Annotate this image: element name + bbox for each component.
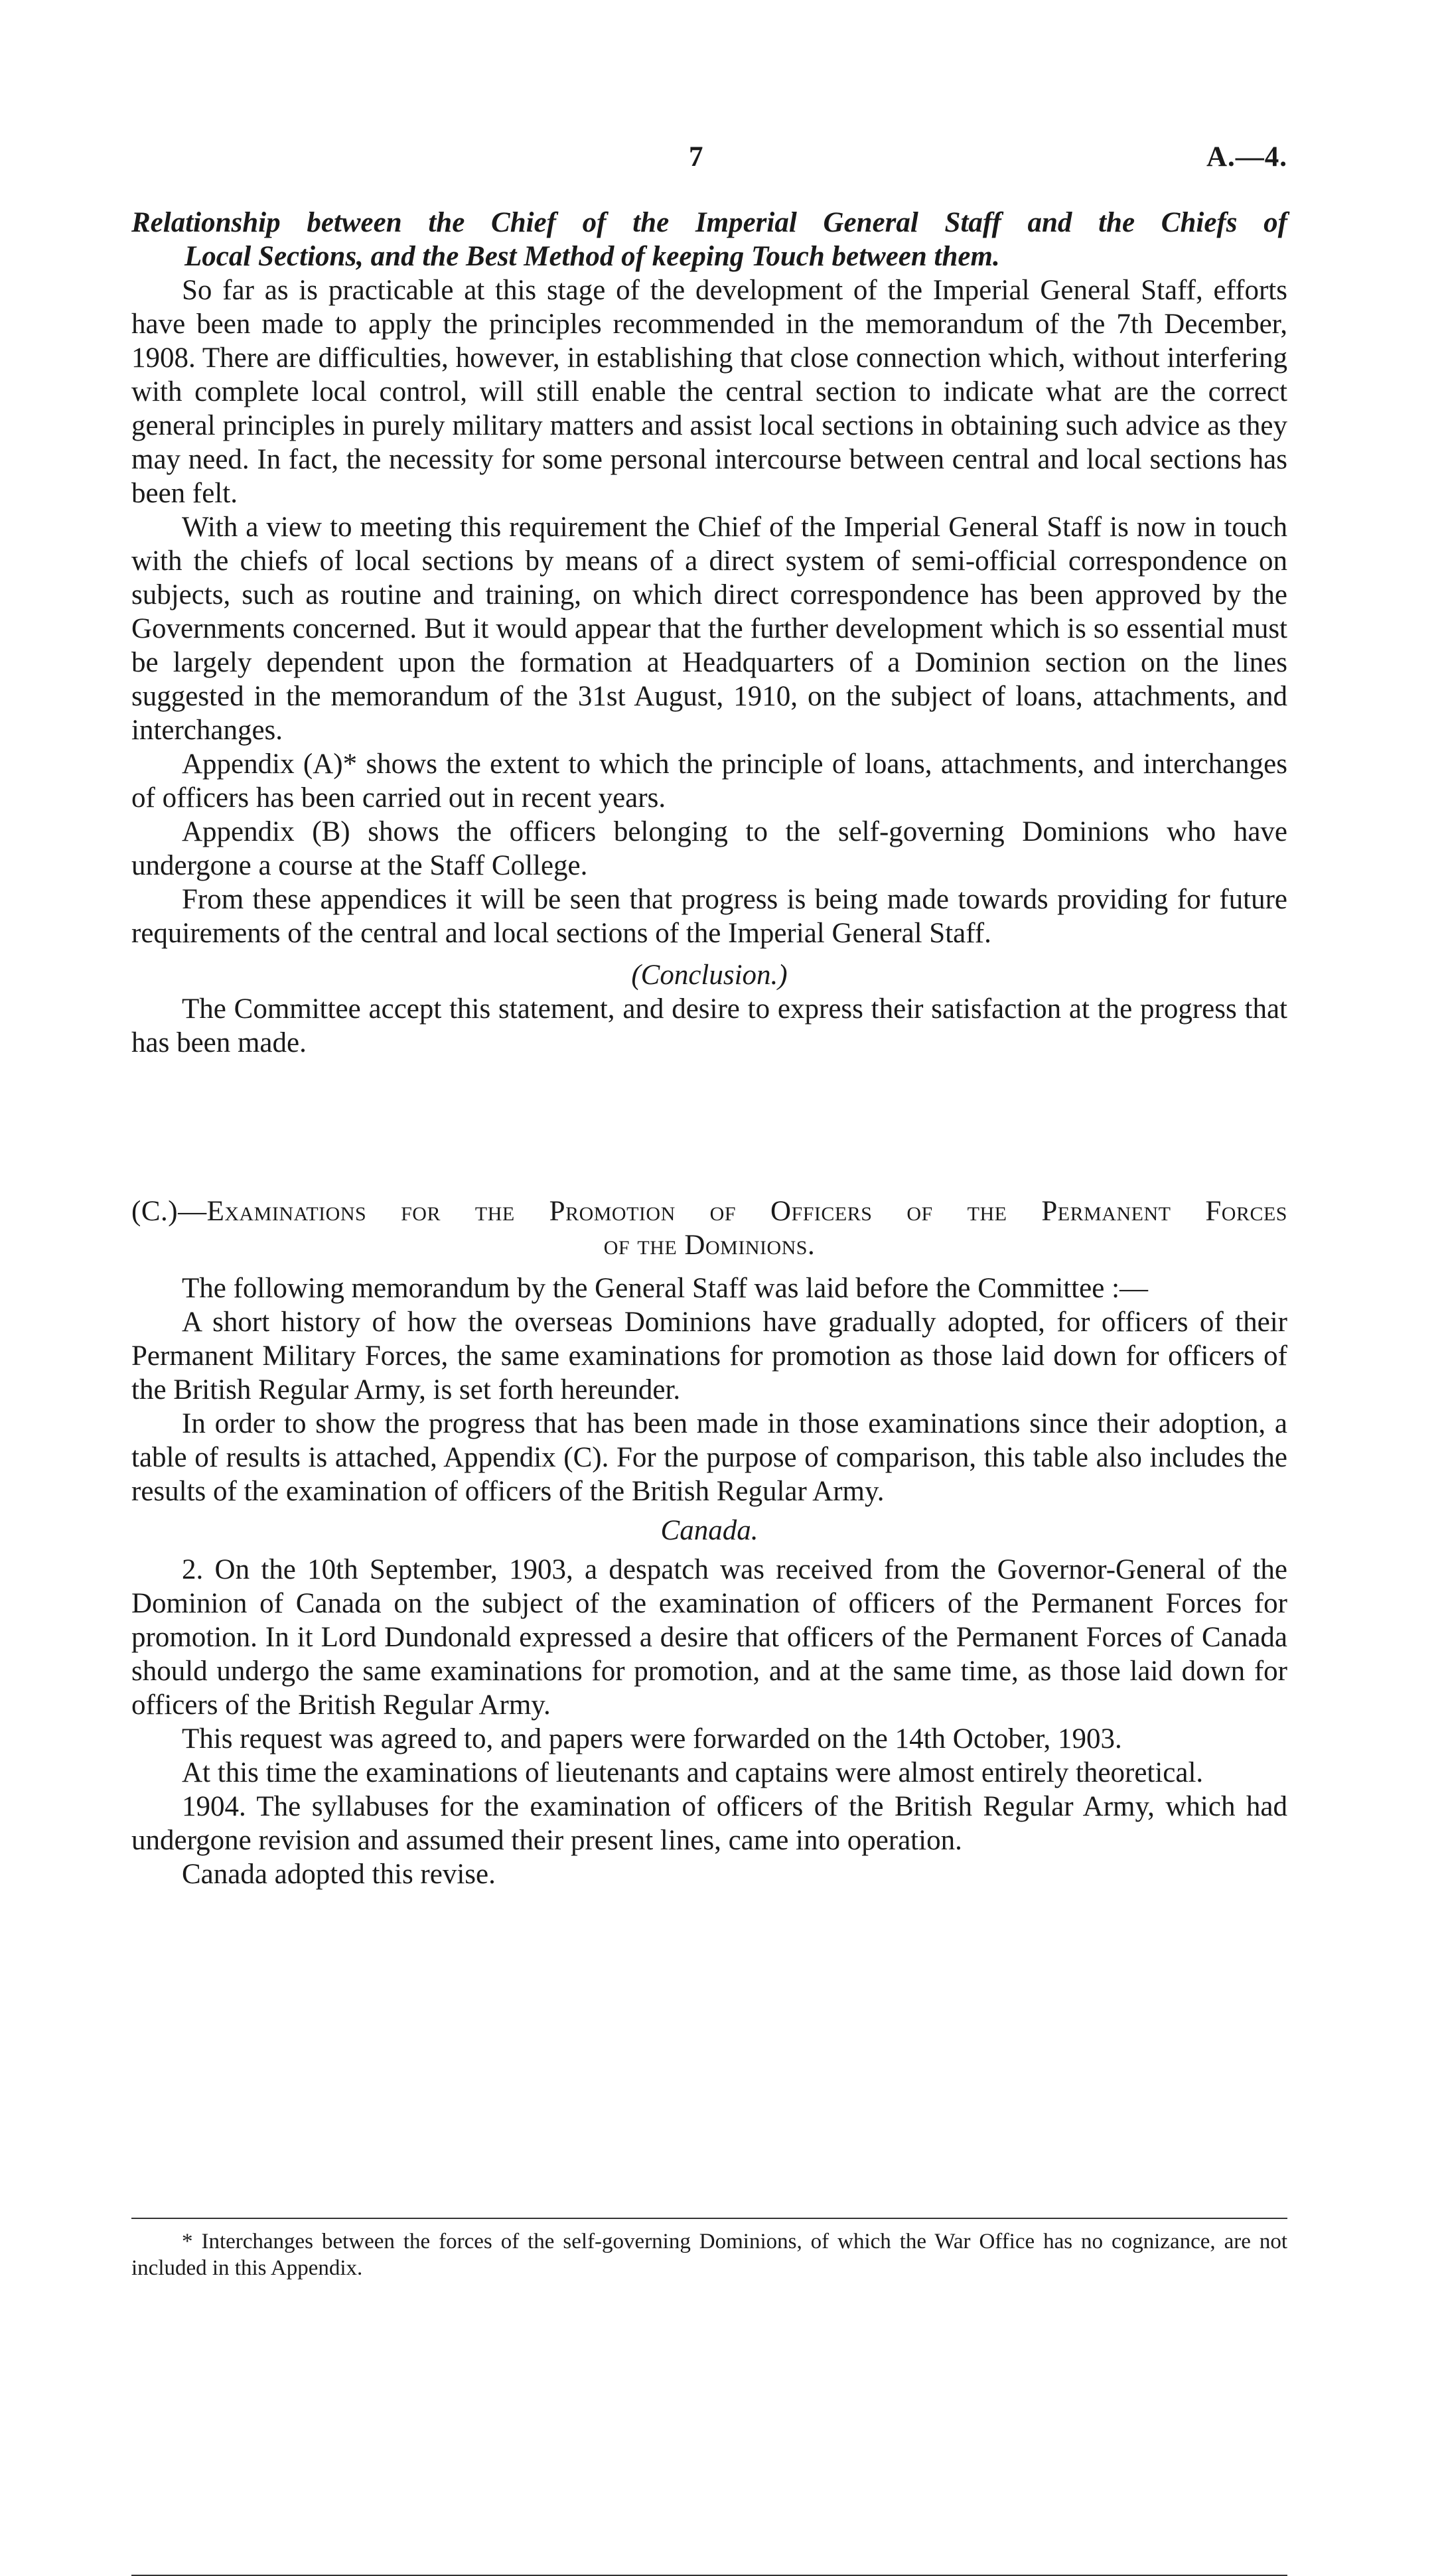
paragraph: Appendix (A)* shows the extent to which the principle of loans, attachments, and interchanges of officers has been carried out in recent years.: [131, 749, 1287, 814]
paragraph: A short history of how the overseas Dominions have gradually adopted, for officers of their Permanent Military Forces, the same examinations for promotion as those laid down for officers of the British Regular Army, is set forth hereunder.: [131, 1307, 1287, 1405]
footnote-rule: [131, 2218, 1287, 2219]
conclusion-heading: (Conclusion.): [631, 960, 788, 991]
footnote-text: * Interchanges between the forces of the self-governing Dominions, of which the War Office has no cognizance, are not included in this Appendix.: [131, 2230, 1287, 2280]
section-heading-line2: Local Sections, and the Best Method of keeping Touch between them.: [184, 241, 1000, 272]
conclusion-paragraph: The Committee accept this statement, and desire to express their satisfaction at the progress that has been made.: [131, 993, 1287, 1058]
paragraph: Appendix (B) shows the officers belonging to the self-governing Dominions who have undergone a course at the Staff College.: [131, 816, 1287, 881]
paragraph: 1904. The syllabuses for the examination of officers of the British Regular Army, which had undergone revision and assumed their present lines, came into operation.: [131, 1791, 1287, 1856]
section-examinations: [131, 1194, 1287, 1891]
paragraph: So far as is practicable at this stage of the development of the Imperial General Staff, efforts have been made to apply the principles recommended in the memorandum of the 7th December, 1908. There are difficulties, however, in establishing that close connection which, without interfering with complete local control, will still enable the central section to indicate what are the correct general principles in purely military matters and assist local sections in obtaining such advice as they may need. In fact, the necessity for some personal intercourse between central and local sections has been felt.: [131, 275, 1287, 509]
section-heading-line1: Relationship between the Chief of the Imperial General Staff and the Chiefs of: [131, 207, 1287, 238]
paragraph: 2. On the 10th September, 1903, a despatch was received from the Governor-General of the Dominion of Canada on the subject of the examination of officers of the Permanent Forces for promotion. In it Lord Dundonald expressed a desire that officers of the Permanent Forces of Canada should undergo the same examinations for promotion, and at the same time, as those laid down for officers of the British Regular Army.: [131, 1554, 1287, 1721]
canada-heading: Canada.: [660, 1515, 758, 1546]
footnote: [131, 2228, 1287, 2281]
paragraph: This request was agreed to, and papers were forwarded on the 14th October, 1903.: [182, 1723, 1122, 1754]
paragraph: Canada adopted this revise.: [182, 1859, 496, 1890]
section-c-heading-line1: (C.)—Examinations for the Promotion of Officers of the Permanent Forces: [131, 1196, 1287, 1227]
section-c-heading-line2: of the Dominions.: [603, 1230, 816, 1261]
paragraph: At this time the examinations of lieutenants and captains were almost entirely theoretical.: [182, 1757, 1204, 1788]
page-number: 7: [689, 141, 703, 173]
paragraph: In order to show the progress that has been made in those examinations since their adoption, a table of results is attached, Appendix (C). For the purpose of comparison, this table also includes the results of the examination of officers of the British Regular Army.: [131, 1408, 1287, 1507]
paragraph: With a view to meeting this requirement the Chief of the Imperial General Staff is now in touch with the chiefs of local sections by means of a direct system of semi-official correspondence on subjects, such as routine and training, on which direct correspondence has been approved by the Governments concerned. But it would appear that the further development which is so essential must be largely dependent upon the formation at Headquarters of a Dominion section on the lines suggested in the memorandum of the 31st August, 1910, on the subject of loans, attachments, and interchanges.: [131, 512, 1287, 746]
page-header: [131, 141, 1287, 180]
paragraph: From these appendices it will be seen that progress is being made towards providing for future requirements of the central and local sections of the Imperial General Staff.: [131, 884, 1287, 949]
paragraph: The following memorandum by the General Staff was laid before the Committee :—: [182, 1273, 1149, 1304]
document-reference: A.—4.: [1206, 141, 1287, 173]
section-relationship: [131, 206, 1287, 1060]
